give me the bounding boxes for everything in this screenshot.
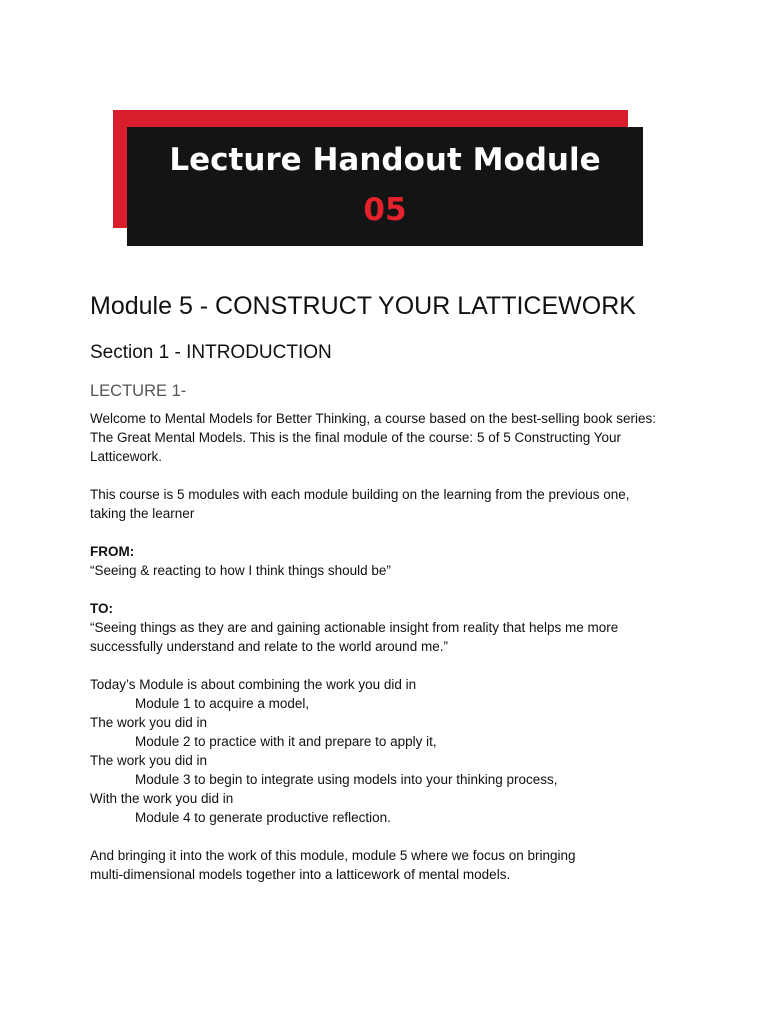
course-line: This course is 5 modules with each module building on the learning from the previous one, [90, 486, 630, 502]
from-block [90, 542, 690, 580]
modules-list-line: The work you did in [90, 752, 208, 768]
course-line: taking the learner [90, 505, 195, 521]
title-banner [113, 110, 644, 247]
intro-line: Welcome to Mental Models for Better Thinking, a course based on the best-selling book series: [90, 410, 657, 426]
intro-line: The Great Mental Models. This is the final module of the course: 5 of 5 Constructing Your [90, 429, 622, 445]
lecture-title: LECTURE 1- [90, 382, 187, 401]
document-body [90, 290, 690, 884]
closing-paragraph [90, 846, 690, 884]
closing-line: And bringing it into the work of this module, module 5 where we focus on bringing [90, 847, 576, 863]
from-text: “Seeing & reacting to how I think things should be” [90, 562, 391, 578]
to-label: TO: [90, 600, 113, 616]
modules-list-line: The work you did in [90, 714, 208, 730]
modules-list-line: With the work you did in [90, 790, 234, 806]
to-line: “Seeing things as they are and gaining actionable insight from reality that helps me more [90, 619, 619, 635]
modules-list-line: Module 2 to practice with it and prepare to apply it, [135, 733, 437, 749]
modules-list-line: Module 4 to generate productive reflection. [135, 809, 391, 825]
module-title: Module 5 - CONSTRUCT YOUR LATTICEWORK [90, 292, 636, 320]
banner-module-number: 05 [363, 192, 407, 228]
banner-title: Lecture Handout Module [169, 142, 601, 178]
modules-list [90, 675, 690, 827]
modules-list-line: Module 3 to begin to integrate using models into your thinking process, [135, 771, 558, 787]
intro-line: Latticework. [90, 448, 163, 464]
to-block [90, 599, 690, 656]
section-title: Section 1 - INTRODUCTION [90, 341, 332, 363]
to-line: successfully understand and relate to the world around me.” [90, 638, 448, 654]
closing-line: multi-dimensional models together into a latticework of mental models. [90, 866, 511, 882]
modules-list-line: Module 1 to acquire a model, [135, 695, 310, 711]
course-paragraph [90, 485, 690, 523]
banner-black-block [127, 127, 643, 246]
from-label: FROM: [90, 543, 135, 559]
modules-list-line: Today’s Module is about combining the work you did in [90, 676, 417, 692]
intro-paragraph [90, 409, 690, 466]
